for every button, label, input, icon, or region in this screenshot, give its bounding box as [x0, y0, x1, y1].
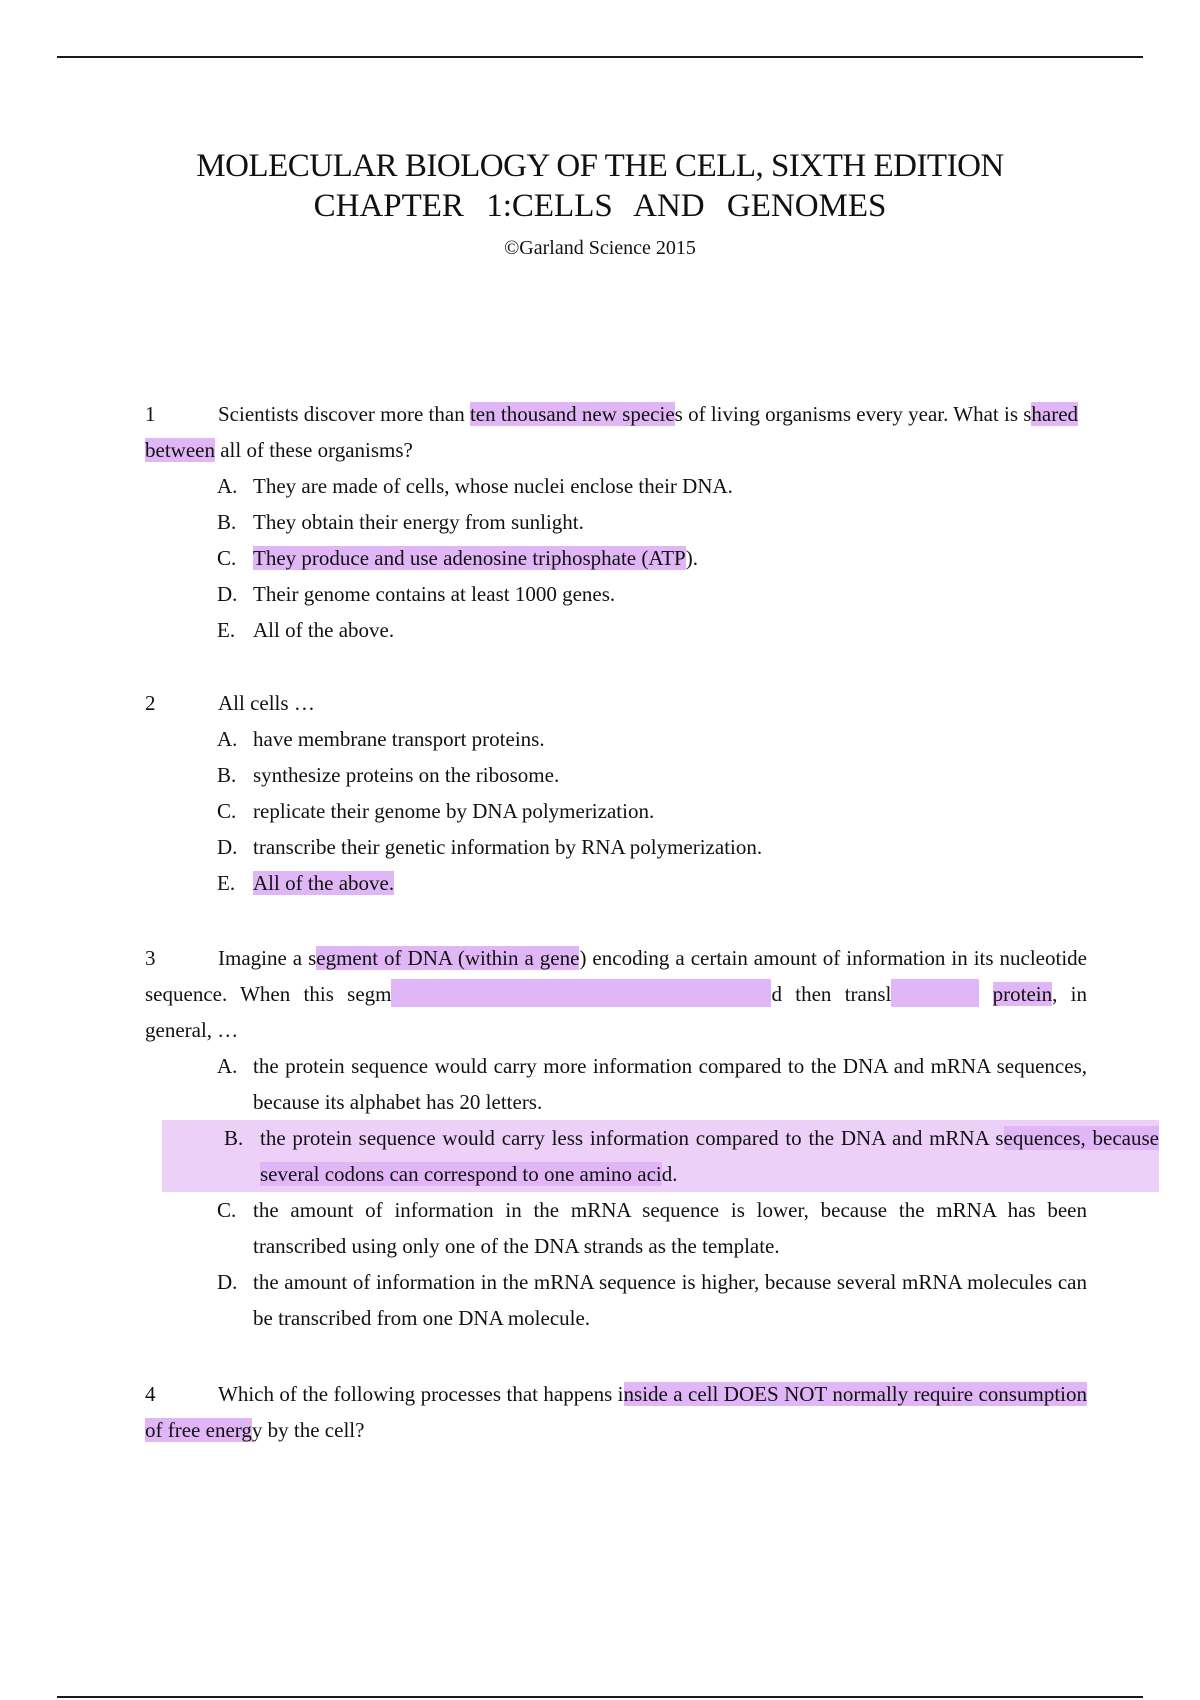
option-c [217, 793, 1087, 829]
stem-text: All cells … [218, 691, 315, 715]
question-stem [145, 940, 1087, 1048]
question-3 [145, 940, 1159, 1336]
option-tail: ). [685, 546, 698, 570]
options-list [217, 721, 1087, 901]
options-list [217, 468, 1087, 648]
highlighted-text: hared between [145, 402, 1079, 462]
question-number: 3 [145, 946, 156, 970]
option-d [217, 829, 1087, 865]
stem-text: , in general, … [145, 982, 1087, 1042]
option-text: replicate their genome by DNA polymerization. [253, 799, 655, 823]
option-a [217, 468, 1087, 504]
stem-text: Which of the following processes that happens i [218, 1382, 624, 1406]
option-letter: D. [217, 1270, 238, 1294]
option-b [217, 757, 1087, 793]
stem-text: Imagine a s [218, 946, 317, 970]
highlighted-text: egment of DNA (within a gene [316, 946, 580, 970]
question-number: 1 [145, 402, 156, 426]
options-list [217, 1048, 1159, 1336]
option-c [217, 540, 1087, 576]
stem-text: ) encoding a certain amount of information in its nucleotide sequence. When this segm [145, 946, 1087, 1006]
chapter-title: CHAPTER 1:CELLS AND GENOMES [313, 188, 887, 224]
option-letter: A. [217, 1054, 238, 1078]
option-text: the protein sequence would carry more information compared to the DNA and mRNA sequences, because its alphabet has 20 letters. [253, 1054, 1087, 1114]
option-e [217, 865, 1087, 901]
option-letter: C. [217, 546, 237, 570]
question-1 [145, 396, 1087, 648]
option-a [217, 721, 1087, 757]
option-letter: A. [217, 474, 238, 498]
highlighted-text: ten thousand new specie [469, 402, 675, 426]
option-b [217, 504, 1087, 540]
option-text: Their genome contains at least 1000 genes. [253, 582, 616, 606]
stem-text: s of living organisms every year. What is s [674, 402, 1032, 426]
option-text: All of the above. [253, 618, 395, 642]
question-2 [145, 685, 1087, 901]
document-header [0, 146, 1200, 260]
option-d [217, 576, 1087, 612]
option-d [217, 1264, 1087, 1336]
option-letter: C. [217, 1198, 237, 1222]
option-letter: B. [217, 763, 237, 787]
copyright-line: ©Garland Science 2015 [504, 237, 696, 259]
option-text: synthesize proteins on the ribosome. [253, 763, 560, 787]
option-letter: B. [224, 1126, 244, 1150]
option-text: the amount of information in the mRNA sequence is lower, because the mRNA has been transcribed using only one of the DNA strands as the template. [253, 1198, 1087, 1258]
highlighted-text: All of the above. [253, 871, 395, 895]
option-letter: D. [217, 835, 238, 859]
bottom-rule [57, 1696, 1143, 1698]
stem-text: all of these organisms? [214, 438, 413, 462]
option-a [217, 1048, 1087, 1120]
question-stem [145, 685, 1087, 721]
option-text: have membrane transport proteins. [253, 727, 545, 751]
option-letter: B. [217, 510, 237, 534]
question-number: 2 [145, 691, 156, 715]
option-tail: d. [661, 1162, 678, 1186]
option-b [162, 1120, 1159, 1192]
option-text: the amount of information in the mRNA sequence is higher, because several mRNA molecules can be transcribed from one DNA molecule. [253, 1270, 1087, 1330]
highlighted-text: nside a cell DOES NOT normally require consumption of free energ [145, 1382, 1087, 1442]
option-c [217, 1192, 1087, 1264]
question-stem [145, 396, 1087, 468]
stem-text: y by the cell? [251, 1418, 365, 1442]
option-text: They are made of cells, whose nuclei enclose their DNA. [253, 474, 733, 498]
option-text [253, 540, 1087, 576]
option-e [217, 612, 1087, 648]
redaction-bar [891, 979, 979, 1007]
question-4 [145, 1376, 1087, 1448]
question-stem [145, 1376, 1087, 1448]
option-text [253, 865, 1087, 901]
question-number: 4 [145, 1382, 156, 1406]
highlighted-text: equences, because several codons can correspond to one amino aci [260, 1126, 1159, 1186]
option-letter: A. [217, 727, 238, 751]
option-letter: D. [217, 582, 238, 606]
option-text: transcribe their genetic information by RNA polymerization. [253, 835, 763, 859]
option-text-line1: the protein sequence would carry less information compared to the DNA and mRNA s [260, 1126, 1004, 1150]
option-letter: C. [217, 799, 237, 823]
option-text [260, 1120, 1159, 1192]
highlighted-text: protein [992, 982, 1053, 1006]
highlighted-text: They produce and use adenosine triphosphate (ATP [253, 546, 686, 570]
option-letter: E. [217, 871, 236, 895]
option-letter: E. [217, 618, 236, 642]
stem-text: Scientists discover more than [218, 402, 470, 426]
option-text: They obtain their energy from sunlight. [253, 510, 584, 534]
stem-text: d then transl [771, 982, 892, 1006]
top-rule [57, 56, 1143, 58]
book-title: MOLECULAR BIOLOGY OF THE CELL, SIXTH EDITION [196, 148, 1004, 184]
redaction-bar [391, 979, 771, 1007]
